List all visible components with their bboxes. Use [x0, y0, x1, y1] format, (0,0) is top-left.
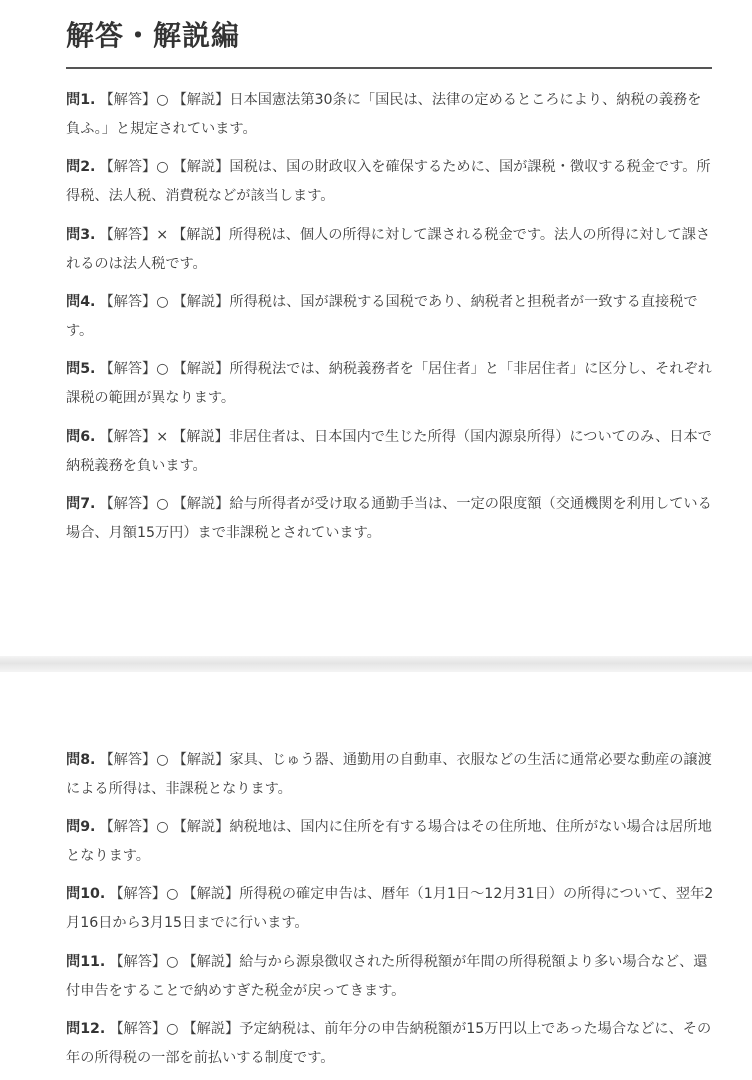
answer-label: 【解答】 — [109, 886, 167, 902]
question-number: 問6. — [66, 429, 96, 445]
document-page-2 — [0, 672, 752, 1080]
question-number: 問11. — [66, 954, 106, 970]
explanation-label: 【解説】 — [172, 429, 229, 445]
answer-mark: × — [156, 429, 169, 445]
explanation-text: 所得税は、国が課税する国税であり、納税者と担税者が一致する直接税です。 — [66, 294, 698, 339]
answer-label: 【解答】 — [109, 954, 167, 970]
answer-mark: ○ — [156, 496, 169, 512]
answer-label: 【解答】 — [99, 752, 157, 768]
explanation-text: 給与から源泉徴収された所得税額が年間の所得税額より多い場合など、還付申告をすることで納めすぎた税金が戻ってきます。 — [66, 954, 708, 999]
page-separator — [0, 656, 752, 672]
answer-mark: ○ — [156, 294, 169, 310]
answer-label: 【解答】 — [99, 361, 157, 377]
answer-mark: ○ — [156, 819, 169, 835]
title-divider — [66, 67, 712, 69]
answer-mark: ○ — [166, 954, 179, 970]
qa-item-12 — [66, 1015, 714, 1073]
qa-item-10 — [66, 880, 714, 938]
explanation-label: 【解説】 — [172, 227, 229, 243]
explanation-text: 非居住者は、日本国内で生じた所得（国内源泉所得）についてのみ、日本で納税義務を負います。 — [66, 429, 712, 474]
question-number: 問2. — [66, 159, 96, 175]
qa-item-8 — [66, 746, 714, 804]
question-number: 問7. — [66, 496, 96, 512]
explanation-label: 【解説】 — [172, 361, 230, 377]
answer-mark: ○ — [156, 92, 169, 108]
explanation-text: 給与所得者が受け取る通勤手当は、一定の限度額（交通機関を利用している場合、月額15万円）まで非課税とされています。 — [66, 496, 712, 541]
explanation-text: 納税地は、国内に住所を有する場合はその住所地、住所がない場合は居所地となります。 — [66, 819, 712, 864]
explanation-text: 日本国憲法第30条に「国民は、法律の定めるところにより、納税の義務を負ふ。」と規定されています。 — [66, 92, 702, 137]
question-number: 問10. — [66, 886, 106, 902]
explanation-text: 所得税の確定申告は、暦年（1月1日～12月31日）の所得について、翌年2月16日から3月15日までに行います。 — [66, 886, 714, 931]
answer-label: 【解答】 — [99, 159, 157, 175]
question-number: 問8. — [66, 752, 96, 768]
answer-label: 【解答】 — [99, 429, 157, 445]
answer-mark: ○ — [156, 752, 169, 768]
qa-item-11 — [66, 948, 714, 1006]
explanation-label: 【解説】 — [182, 886, 240, 902]
qa-item-9 — [66, 813, 714, 871]
qa-item-7 — [66, 490, 714, 548]
explanation-text: 所得税法では、納税義務者を「居住者」と「非居住者」に区分し、それぞれ課税の範囲が異なります。 — [66, 361, 712, 406]
answer-label: 【解答】 — [109, 1021, 167, 1037]
question-number: 問3. — [66, 227, 96, 243]
explanation-label: 【解説】 — [172, 752, 230, 768]
qa-item-4 — [66, 288, 714, 346]
qa-item-3 — [66, 221, 714, 279]
question-number: 問5. — [66, 361, 96, 377]
question-number: 問9. — [66, 819, 96, 835]
qa-item-1 — [66, 86, 714, 144]
explanation-label: 【解説】 — [172, 496, 230, 512]
explanation-label: 【解説】 — [182, 954, 240, 970]
answer-label: 【解答】 — [99, 819, 157, 835]
answer-label: 【解答】 — [99, 227, 157, 243]
qa-item-6 — [66, 423, 714, 481]
explanation-label: 【解説】 — [172, 294, 230, 310]
answer-mark: ○ — [156, 361, 169, 377]
answer-mark: × — [156, 227, 169, 243]
qa-item-2 — [66, 153, 714, 211]
answer-mark: ○ — [166, 1021, 179, 1037]
explanation-text: 所得税は、個人の所得に対して課される税金です。法人の所得に対して課されるのは法人税です。 — [66, 227, 711, 272]
explanation-text: 家具、じゅう器、通勤用の自動車、衣服などの生活に通常必要な動産の譲渡による所得は、非課税となります。 — [66, 752, 712, 797]
question-number: 問4. — [66, 294, 96, 310]
explanation-text: 国税は、国の財政収入を確保するために、国が課税・徴収する税金です。所得税、法人税、消費税などが該当します。 — [66, 159, 711, 204]
explanation-label: 【解説】 — [172, 92, 230, 108]
answer-mark: ○ — [156, 159, 169, 175]
question-number: 問1. — [66, 92, 96, 108]
explanation-label: 【解説】 — [172, 159, 230, 175]
answer-label: 【解答】 — [99, 92, 157, 108]
page-title: 解答・解説編 — [66, 19, 241, 52]
explanation-label: 【解説】 — [182, 1021, 240, 1037]
explanation-label: 【解説】 — [172, 819, 230, 835]
qa-item-5 — [66, 355, 714, 413]
answer-label: 【解答】 — [99, 496, 157, 512]
answer-mark: ○ — [166, 886, 179, 902]
question-number: 問12. — [66, 1021, 106, 1037]
answer-label: 【解答】 — [99, 294, 157, 310]
explanation-text: 予定納税は、前年分の申告納税額が15万円以上であった場合などに、その年の所得税の一部を前払いする制度です。 — [66, 1021, 712, 1066]
